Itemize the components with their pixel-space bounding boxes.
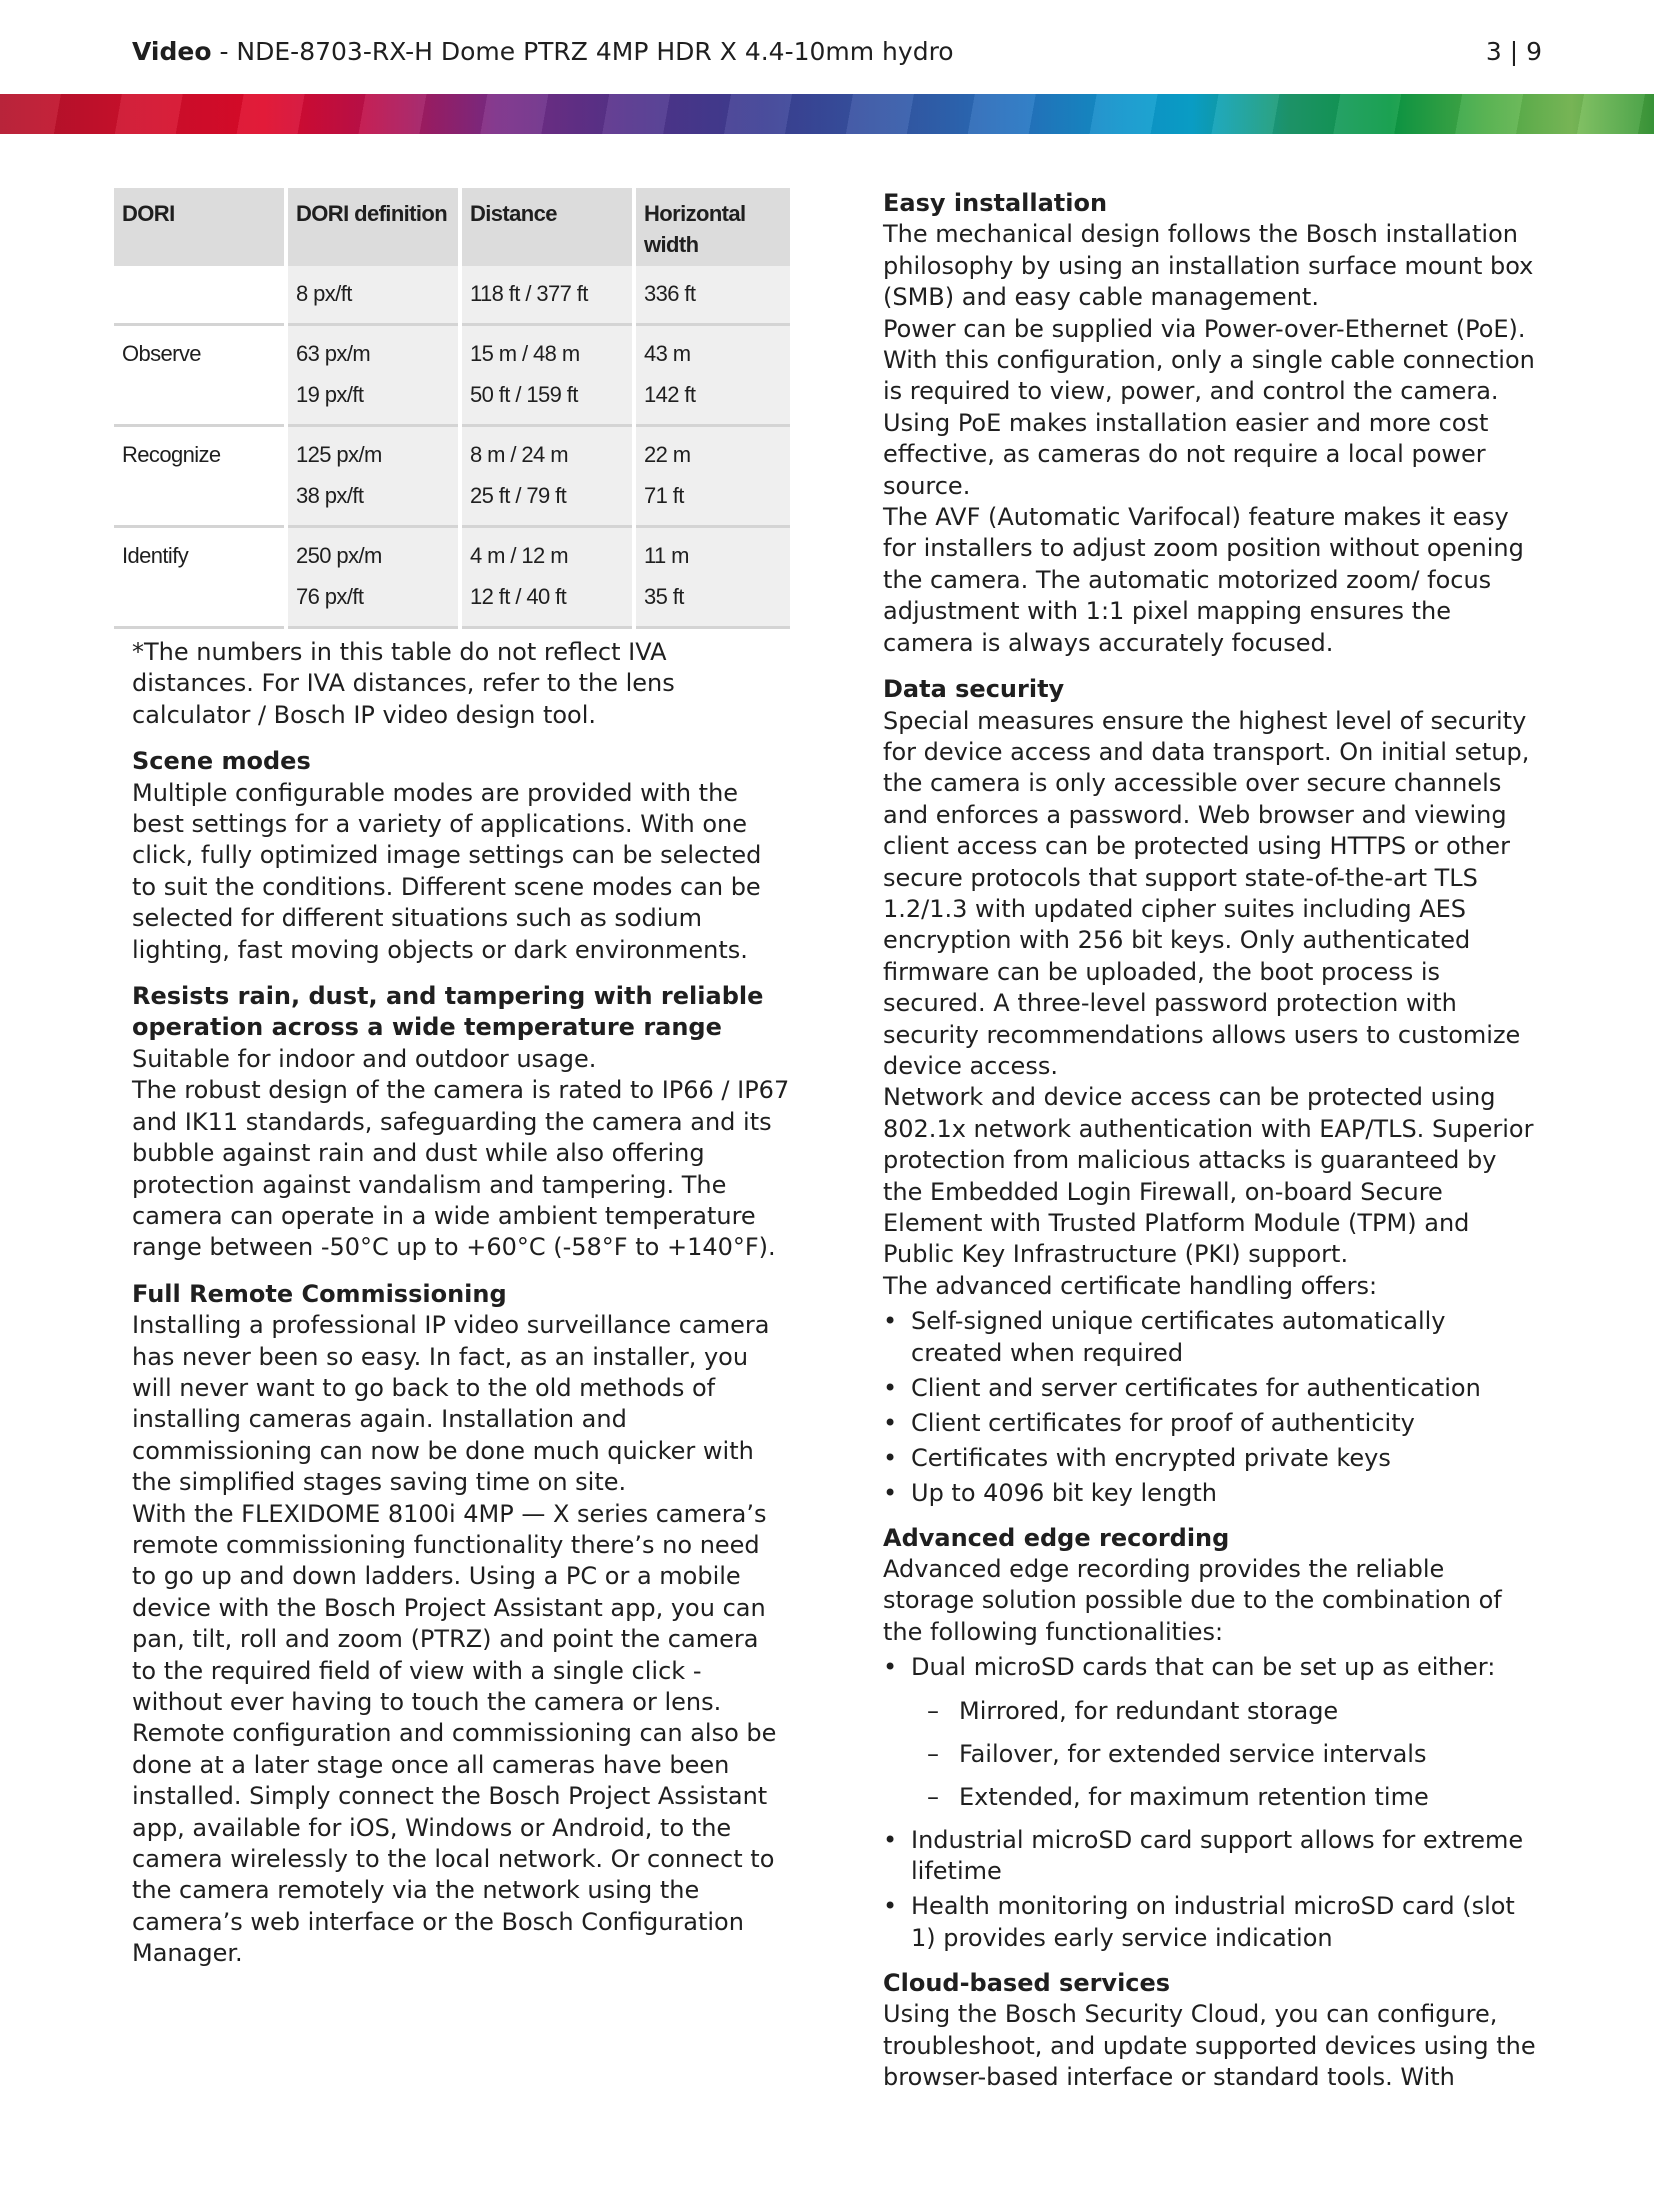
list-item: • Certificates with encrypted private keys [883, 1443, 1543, 1474]
brand-color-bar [0, 94, 1654, 134]
page-header [132, 36, 1542, 76]
dori-width-value: 336 ft [644, 281, 696, 306]
section-heading: Resists rain, dust, and tampering with reliable operation across a wide temperature range [132, 982, 764, 1042]
dori-label: Identify [122, 543, 189, 568]
dori-distance-value: 118 ft / 377 ft [470, 281, 588, 306]
dori-label: Observe [122, 341, 201, 366]
spacer [883, 1958, 1543, 1968]
list-item: • Health monitoring on industrial microSD card (slot 1) provides early service indication [883, 1891, 1543, 1954]
document-title-product: - NDE-8703-RX-H Dome PTRZ 4MP HDR X 4.4-10mm hydro [211, 37, 954, 66]
table-cell-dori [114, 527, 286, 628]
list-item [883, 1652, 1543, 1814]
page-number: 3 | 9 [1485, 37, 1542, 66]
dori-width-value: 43 m [644, 341, 691, 366]
table-cell-width [634, 426, 790, 527]
list-item: • Industrial microSD card support allows for extreme lifetime [883, 1825, 1543, 1888]
dori-definition-value: 125 px/m [296, 442, 382, 467]
section-scene-modes [114, 746, 790, 966]
table-cell-width [634, 527, 790, 628]
sub-bullet-list [883, 1696, 1543, 1814]
sub-list-item: – Failover, for extended service intervals [883, 1739, 1543, 1770]
table-row [114, 266, 790, 325]
list-item-text: Dual microSD cards that can be set up as either: [911, 1653, 1496, 1682]
sub-list-item: – Extended, for maximum retention time [883, 1782, 1543, 1813]
section-paragraph: The advanced certificate handling offers: [883, 1271, 1378, 1300]
table-header-cell: DORI [114, 188, 286, 266]
list-item: • Up to 4096 bit key length [883, 1478, 1543, 1509]
section-paragraph: The AVF (Automatic Varifocal) feature makes it easy for installers to adjust zoom position without opening the camera. The automatic motorized zoom/ focus adjustment with 1:1 pixel mapping ensures the camera is always accurately focused. [883, 503, 1524, 657]
section-paragraph: Suitable for indoor and outdoor usage. [132, 1044, 597, 1073]
table-cell-definition [286, 426, 460, 527]
dori-definition-value: 8 px/ft [296, 281, 352, 306]
section-heading: Advanced edge recording [883, 1523, 1230, 1552]
table-header-row [114, 188, 790, 266]
section-paragraph: With the FLEXIDOME 8100i 4MP — X series camera’s remote commissioning functionality there’s no need to go up and down ladders. Using a PC or a mobile device with the Bosch Project Assistant app, you can pan, tilt, roll and zoom (PTRZ) and point the camera to the required field of view with a single click - without ever having to touch the camera or lens. Remote configuration and commissioning can also be done at a later stage once all cameras have been installed. Simply connect the Bosch Project Assistant app, available for iOS, Windows or Android, to the camera wirelessly to the local network. Or connect to the camera remotely via the network using the camera’s web interface or the Bosch Configuration Manager. [132, 1499, 777, 1968]
section-remote-commissioning [114, 1279, 790, 1970]
spacer [883, 659, 1543, 674]
table-cell-dori [114, 426, 286, 527]
table-cell-distance [460, 325, 634, 426]
table-footnote: *The numbers in this table do not reflect IVA distances. For IVA distances, refer to the lens calculator / Bosch IP video design tool. [132, 638, 675, 729]
section-paragraph: Network and device access can be protected using 802.1x network authentication with EAP/TLS. Superior protection from malicious attacks is guaranteed by the Embedded Login Firewall, on-board Secure Element with Trusted Platform Module (TPM) and Public Key Infrastructure (PKI) support. [883, 1083, 1534, 1269]
document-title [132, 36, 954, 68]
dori-distance-value: 15 m / 48 m [470, 341, 580, 366]
dori-width-value: 71 ft [644, 483, 684, 508]
dori-width-value: 11 m [644, 543, 689, 568]
section-heading: Cloud-based services [883, 1968, 1171, 1997]
dori-definition-value: 76 px/ft [296, 584, 364, 609]
dori-distance-value: 50 ft / 159 ft [470, 382, 578, 407]
dori-label [122, 273, 276, 314]
section-easy-installation [883, 188, 1543, 659]
section-paragraph: Multiple configurable modes are provided with the best settings for a variety of applications. With one click, fully optimized image settings can be selected to suit the conditions. Different scene modes can be selected for different situations such as sodium lighting, fast moving objects or dark environments. [132, 778, 762, 964]
table-cell-width [634, 266, 790, 325]
section-cloud-services [883, 1968, 1543, 2094]
table-header-cell: Distance [460, 188, 634, 266]
table-cell-definition [286, 527, 460, 628]
table-row [114, 426, 790, 527]
edge-recording-bullet-list [883, 1652, 1543, 1954]
right-column [883, 188, 1543, 2093]
table-cell-definition [286, 325, 460, 426]
spacer [114, 1264, 790, 1279]
table-cell-distance [460, 266, 634, 325]
table-cell-dori [114, 325, 286, 426]
section-edge-recording [883, 1523, 1543, 1954]
table-cell-width [634, 325, 790, 426]
section-paragraph: Power can be supplied via Power-over-Ethernet (PoE). With this configuration, only a single cable connection is required to view, power, and control the camera. Using PoE makes installation easier and more cost effective, as cameras do not require a local power source. [883, 314, 1535, 500]
section-paragraph: Installing a professional IP video surveillance camera has never been so easy. In fact, as an installer, you will never want to go back to the old methods of installing cameras again. Installation and commissioning can now be done much quicker with the simplified stages saving time on site. [132, 1311, 770, 1497]
dori-table [114, 188, 790, 629]
spacer [114, 731, 790, 746]
list-item: • Self-signed unique certificates automatically created when required [883, 1306, 1543, 1369]
certificate-bullet-list [883, 1306, 1543, 1509]
table-cell-distance [460, 527, 634, 628]
table-header-cell: DORI definition [286, 188, 460, 266]
section-paragraph: Special measures ensure the highest level of security for device access and data transport. On initial setup, the camera is only accessible over secure channels and enforces a password. Web browser and viewing client access can be protected using HTTPS or other secure protocols that support state-of-the-art TLS 1.2/1.3 with updated cipher suites including AES encryption with 256 bit keys. Only authenticated firmware can be uploaded, the boot process is secured. A three-level password protection with security recommendations allows users to customize device access. [883, 706, 1530, 1080]
section-heading: Easy installation [883, 189, 1108, 217]
dori-width-value: 35 ft [644, 584, 684, 609]
dori-definition-value: 38 px/ft [296, 483, 364, 508]
dori-distance-value: 4 m / 12 m [470, 543, 568, 568]
dori-width-value: 142 ft [644, 382, 696, 407]
table-header-cell: Horizontal width [634, 188, 790, 266]
dori-definition-value: 63 px/m [296, 341, 371, 366]
dori-distance-value: 25 ft / 79 ft [470, 483, 567, 508]
dori-definition-value: 250 px/m [296, 543, 382, 568]
table-cell-dori [114, 266, 286, 325]
section-paragraph: The robust design of the camera is rated to IP66 / IP67 and IK11 standards, safeguarding the camera and its bubble against rain and dust while also offering protection against vandalism and tampering. The camera can operate in a wide ambient temperature range between -50°C up to +60°C (-58°F to +140°F). [132, 1076, 790, 1262]
dori-distance-value: 12 ft / 40 ft [470, 584, 567, 609]
section-paragraph: Advanced edge recording provides the reliable storage solution possible due to the combination of the following functionalities: [883, 1555, 1502, 1646]
section-heading: Full Remote Commissioning [132, 1279, 507, 1308]
section-data-security [883, 674, 1543, 1509]
section-heading: Data security [883, 675, 1065, 704]
document-title-category: Video [132, 37, 212, 66]
table-cell-definition [286, 266, 460, 325]
section-heading: Scene modes [132, 747, 311, 776]
section-rain-dust-tampering [114, 981, 790, 1264]
dori-width-value: 22 m [644, 442, 691, 467]
dori-label: Recognize [122, 442, 221, 467]
dori-definition-value: 19 px/ft [296, 382, 364, 407]
spacer [114, 966, 790, 981]
section-paragraph: Using the Bosch Security Cloud, you can configure, troubleshoot, and update supported devices using the browser-based interface or standard tools. With [883, 2000, 1536, 2091]
section-paragraph: The mechanical design follows the Bosch installation philosophy by using an installation surface mount box (SMB) and easy cable management. [883, 220, 1534, 312]
sub-list-item: – Mirrored, for redundant storage [883, 1696, 1543, 1727]
left-column [114, 188, 790, 1970]
list-item: • Client certificates for proof of authenticity [883, 1408, 1543, 1439]
dori-distance-value: 8 m / 24 m [470, 442, 568, 467]
table-row [114, 325, 790, 426]
list-item: • Client and server certificates for authentication [883, 1373, 1543, 1404]
table-cell-distance [460, 426, 634, 527]
table-row [114, 527, 790, 628]
spacer [883, 1513, 1543, 1523]
